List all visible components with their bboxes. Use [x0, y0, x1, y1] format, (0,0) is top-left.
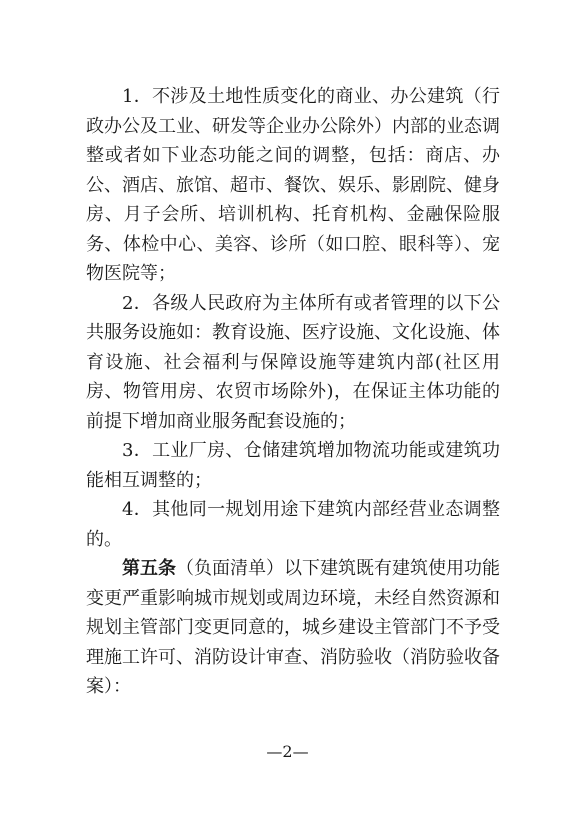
paragraph-item-2-text: 2．各级人民政府为主体所有或者管理的以下公共服务设施如：教育设施、医疗设施、文化设施、体育设施、社会福利与保障设施等建筑内部(社区用房、物管用房、农贸市场除外)，在保证主体功能的前提下增加商业服务配套设施的； — [86, 292, 500, 432]
article-5-paragraph — [86, 554, 500, 702]
paragraph-item-3 — [86, 436, 500, 495]
page-number: —2— — [266, 742, 309, 761]
paragraph-item-1-text: 1．不涉及土地性质变化的商业、办公建筑（行政办公及工业、研发等企业办公除外）内部的业态调整或者如下业态功能之间的调整，包括：商店、办公、酒店、旅馆、超市、餐饮、娱乐、影剧院、健身房、月子会所、培训机构、托育机构、金融保险服务、体检中心、美容、诊所（如口腔、眼科等）、宠物医院等； — [86, 86, 500, 284]
paragraph-item-4 — [86, 495, 500, 554]
paragraph-item-3-text: 3．工业厂房、仓储建筑增加物流功能或建筑功能相互调整的； — [86, 440, 500, 491]
article-5-text: （负面清单）以下建筑既有建筑使用功能变更严重影响城市规划或周边环境，未经自然资源和规划主管部门变更同意的，城乡建设主管部门不予受理施工许可、消防设计审查、消防验收（消防验收备案）： — [86, 558, 500, 697]
paragraph-item-4-text: 4．其他同一规划用途下建筑内部经营业态调整的。 — [86, 499, 500, 550]
paragraph-item-2 — [86, 289, 500, 437]
paragraph-item-1 — [86, 82, 500, 289]
article-5-heading: 第五条 — [122, 558, 176, 579]
document-body — [86, 82, 500, 702]
